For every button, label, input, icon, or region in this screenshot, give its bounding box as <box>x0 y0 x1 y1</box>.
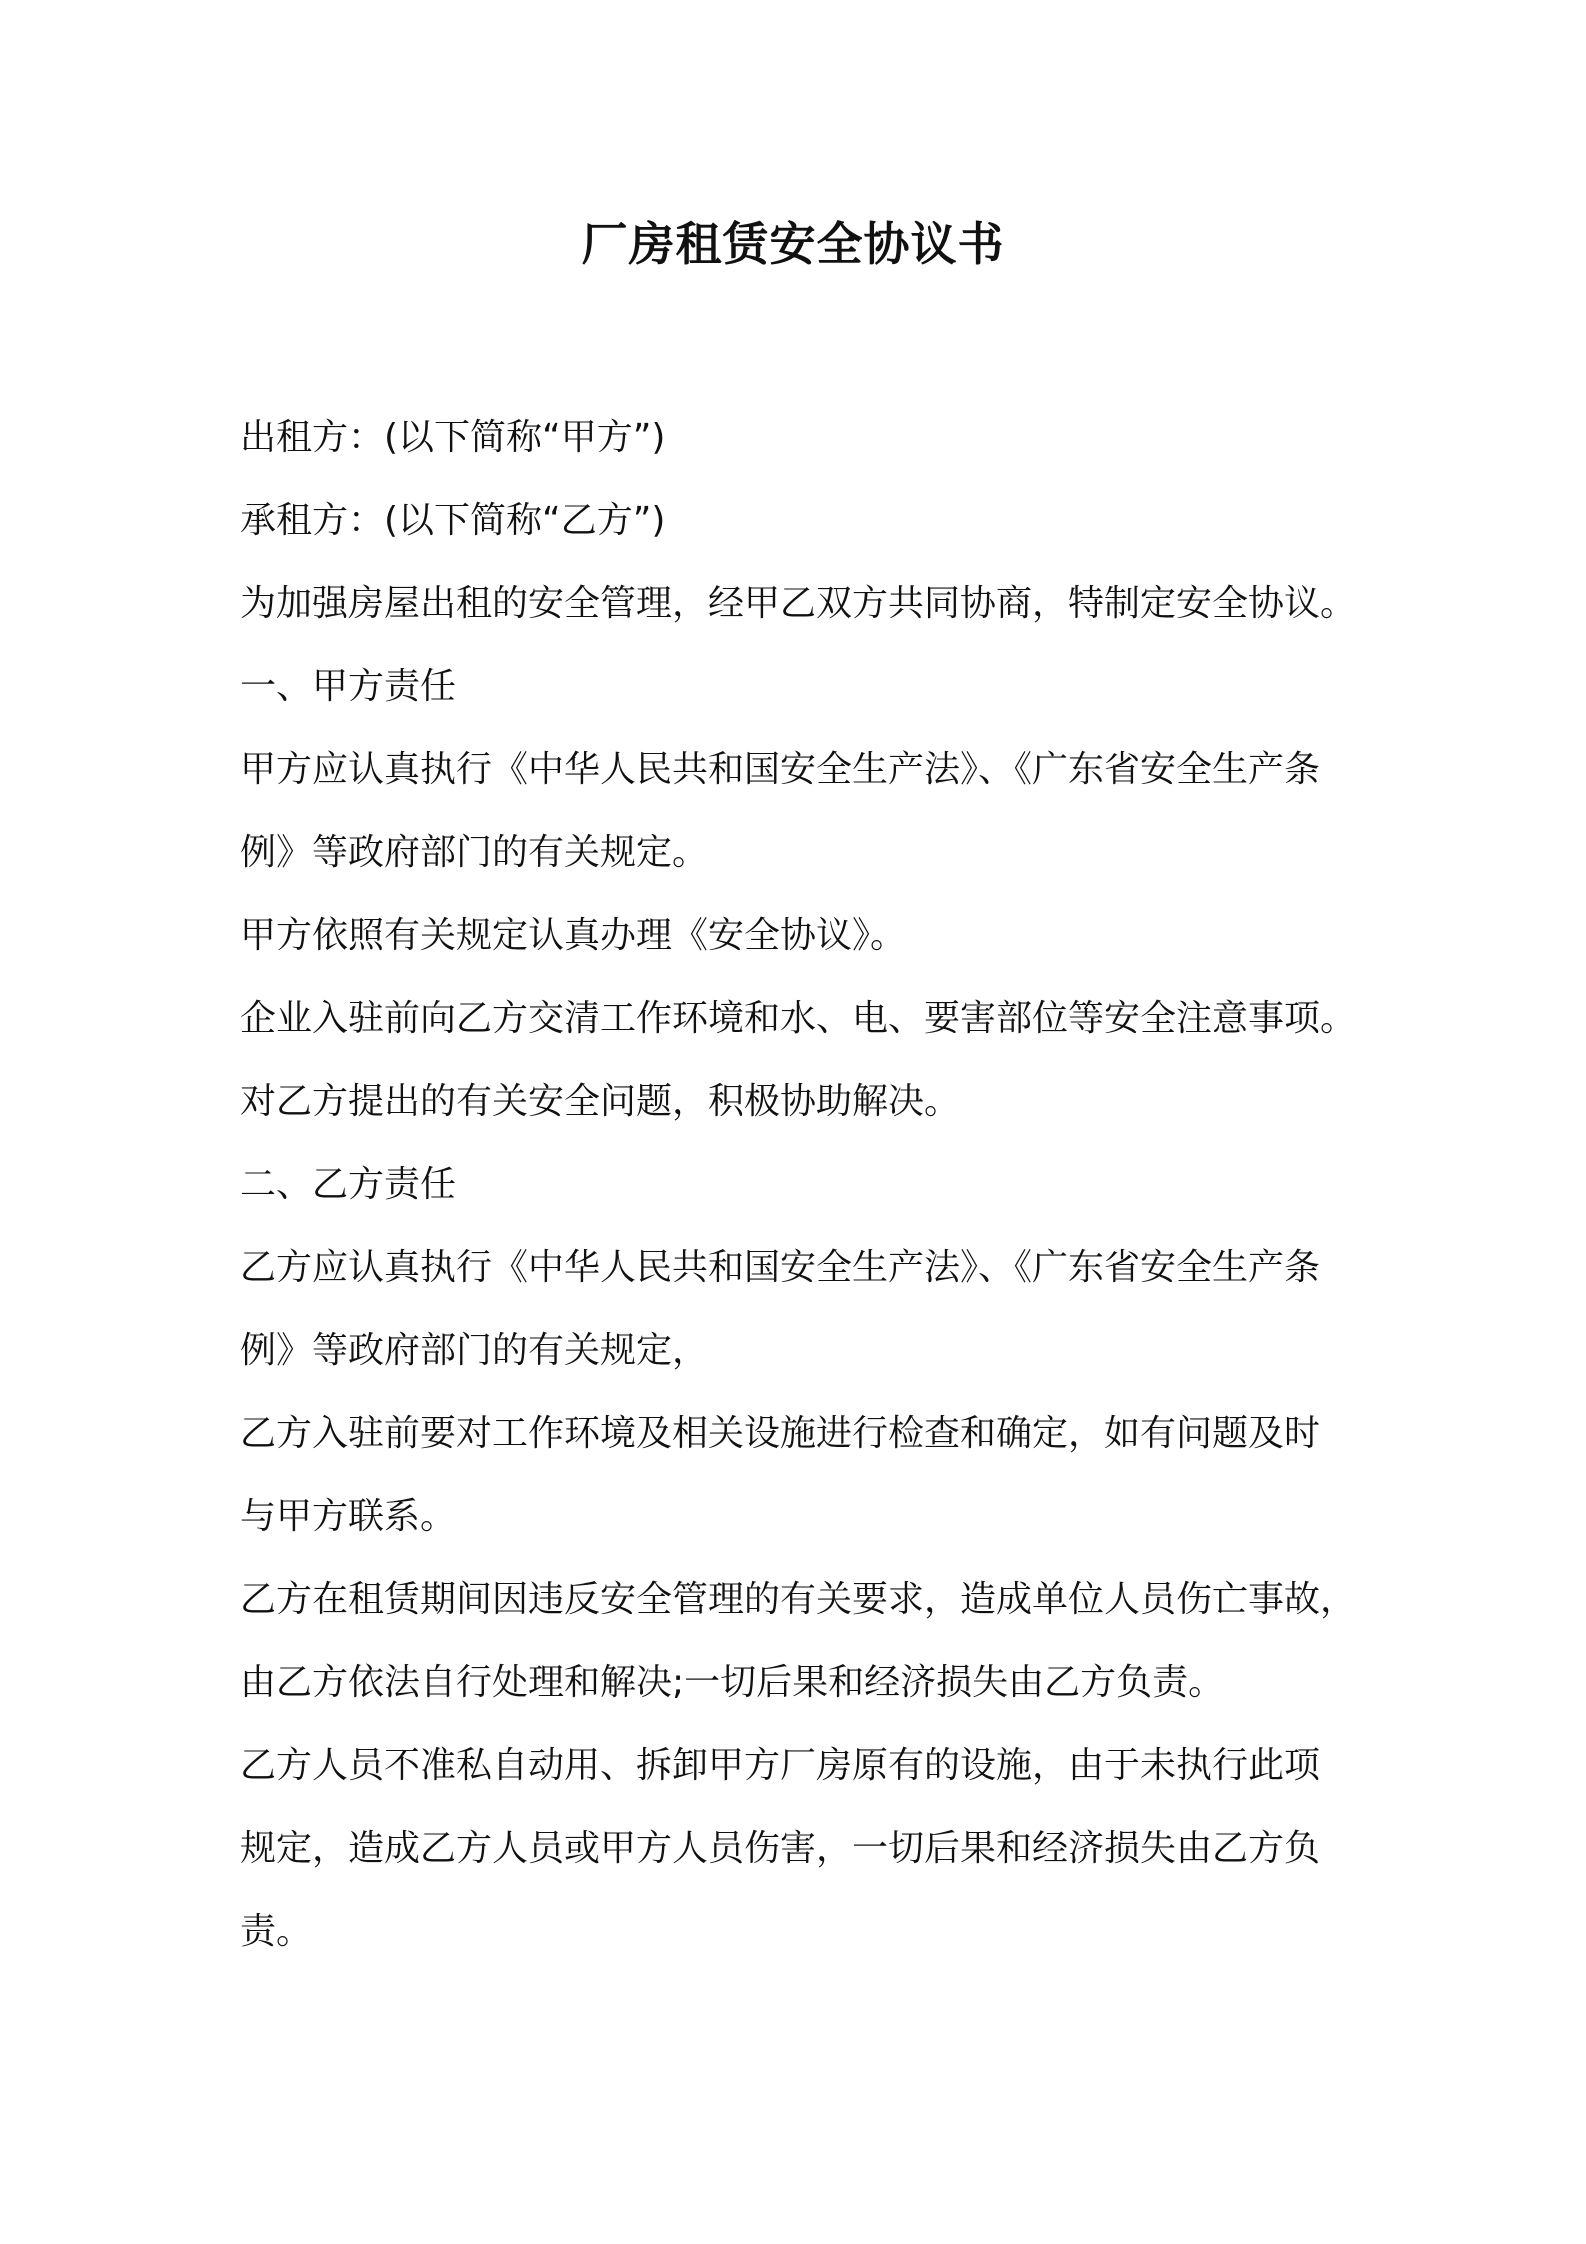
paragraph-line: 甲方应认真执行《中华人民共和国安全生产法》、《广东省安全生产条 <box>240 749 1321 790</box>
paragraph-line: 乙方人员不准私自动用、拆卸甲方厂房原有的设施，由于未执行此项 <box>240 1745 1321 1786</box>
paragraph-line: 对乙方提出的有关安全问题，积极协助解决。 <box>240 1081 961 1122</box>
paragraph-line: 乙方应认真执行《中华人民共和国安全生产法》、《广东省安全生产条 <box>240 1247 1321 1288</box>
paragraph-line: 企业入驻前向乙方交清工作环境和水、电、要害部位等安全注意事项。 <box>240 998 1357 1039</box>
paragraph-line: 乙方在租赁期间因违反安全管理的有关要求，造成单位人员伤亡事故， <box>240 1579 1357 1620</box>
section-heading-party-a: 一、甲方责任 <box>240 666 457 707</box>
paragraph-line: 由乙方依法自行处理和解决;一切后果和经济损失由乙方负责。 <box>240 1662 1225 1703</box>
document-title: 厂房租赁安全协议书 <box>581 217 1005 271</box>
paragraph-line: 例》等政府部门的有关规定。 <box>240 832 709 873</box>
paragraph-line: 与甲方联系。 <box>240 1496 457 1537</box>
section-heading-party-b: 二、乙方责任 <box>240 1164 457 1205</box>
paragraph-line: 乙方入驻前要对工作环境及相关设施进行检查和确定，如有问题及时 <box>240 1413 1321 1454</box>
paragraph-line: 规定，造成乙方人员或甲方人员伤害，一切后果和经济损失由乙方负 <box>240 1828 1321 1869</box>
lessor-line: 出租方：(以下简称“甲方”) <box>240 417 666 458</box>
intro-paragraph: 为加强房屋出租的安全管理，经甲乙双方共同协商，特制定安全协议。 <box>240 583 1357 624</box>
paragraph-line: 例》等政府部门的有关规定， <box>240 1330 709 1371</box>
lessee-line: 承租方：(以下简称“乙方”) <box>240 500 666 541</box>
paragraph-line: 甲方依照有关规定认真办理《安全协议》。 <box>240 915 907 956</box>
paragraph-line: 责。 <box>240 1911 313 1952</box>
